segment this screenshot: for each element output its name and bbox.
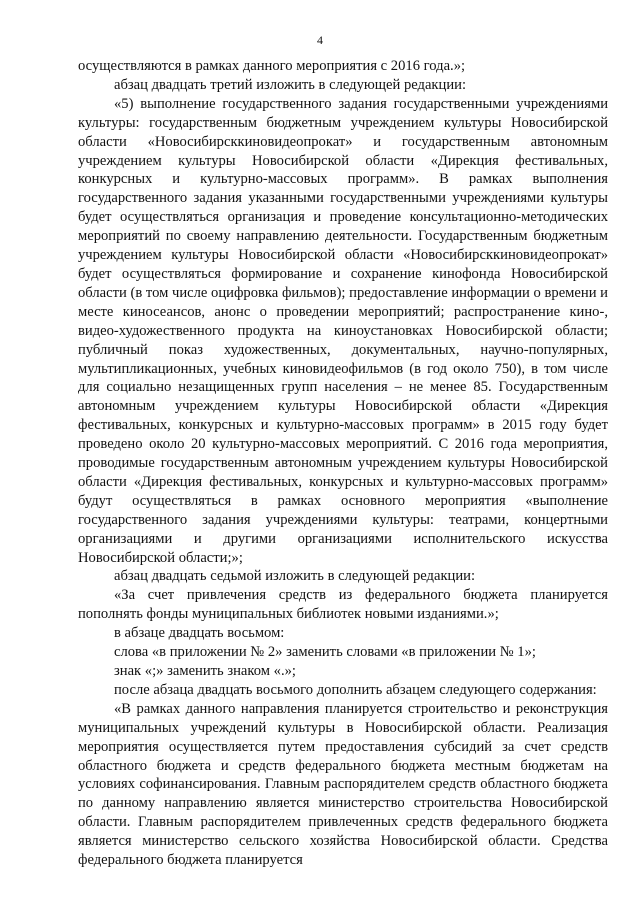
paragraph-2: абзац двадцать третий изложить в следующей редакции:: [114, 76, 467, 93]
paragraph-3: «5) выполнение государственного задания государственными учреждениями культуры: государственным бюджетным учреждением культуры Новосибирской области «Новосибирсккиновидеопрокат» и государственным автономным учреждением культуры Новосибирской области «Дирекция фестивальных, конкурсных и культурно-массовых программ». В рамках выполнения государственного задания указанными государственными учреждениями культуры будет осуществляться организация и проведение консультационно-методических мероприятий по своему направлению деятельности. Государственным бюджетным учреждением культуры Новосибирской области «Новосибирсккиновидеопрокат» будет осуществляться формирование и сохранение кинофонда Новосибирской области (в том числе оцифровка фильмов); предоставление информации о времени и месте киносеансов, анонс о проведении мероприятий; распространение кино-, видео-художественного продукта на киноустановках Новосибирской области; публичный показ художественных, документальных, научно-популярных, мультипликационных, учебных киновидеофильмов (в год около 750), в том числе для социально незащищенных групп населения – не менее 85. Государственным автономным учреждением культуры Новосибирской области «Дирекция фестивальных, конкурсных и культурно-массовых программ» в 2015 году будет проведено около 20 культурно-массовых мероприятий. С 2016 года мероприятия, проводимые государственным автономным учреждением культуры Новосибирской области «Дирекция фестивальных, конкурсных и культурно-массовых программ» будут осуществляться в рамках основного мероприятия «выполнение государственного задания учреждениями культуры: театрами, концертными организациями и другими организациями исполнительского искусства Новосибирской области;»;: [78, 95, 608, 566]
page-number: 4: [317, 33, 323, 47]
paragraph-9: после абзаца двадцать восьмого дополнить абзацем следующего содержания:: [114, 681, 597, 698]
paragraph-4: абзац двадцать седьмой изложить в следующей редакции:: [114, 568, 476, 585]
paragraph-7: слова «в приложении № 2» заменить словами «в приложении № 1»;: [114, 644, 536, 661]
paragraph-8: знак «;» заменить знаком «.»;: [114, 663, 296, 679]
paragraph-5: «За счет привлечения средств из федерального бюджета планируется пополнять фонды муниципальных библиотек новыми изданиями.»;: [78, 587, 608, 623]
document-body: [78, 57, 608, 870]
paragraph-10: «В рамках данного направления планируется строительство и реконструкция муниципальных учреждений культуры в Новосибирской области. Реализация мероприятия осуществляется путем предоставления субсидий за счет средств областного бюджета и средств федерального бюджета местным бюджетам на условиях софинансирования. Главным распорядителем средств областного бюджета по данному направлению является министерство строительства Новосибирской области. Главным распорядителем привлеченных средств федерального бюджета является министерство сельского хозяйства Новосибирской области. Средства федерального бюджета планируется: [78, 700, 608, 869]
paragraph-1: осуществляются в рамках данного мероприятия с 2016 года.»;: [78, 58, 466, 74]
paragraph-6: в абзаце двадцать восьмом:: [114, 625, 285, 642]
